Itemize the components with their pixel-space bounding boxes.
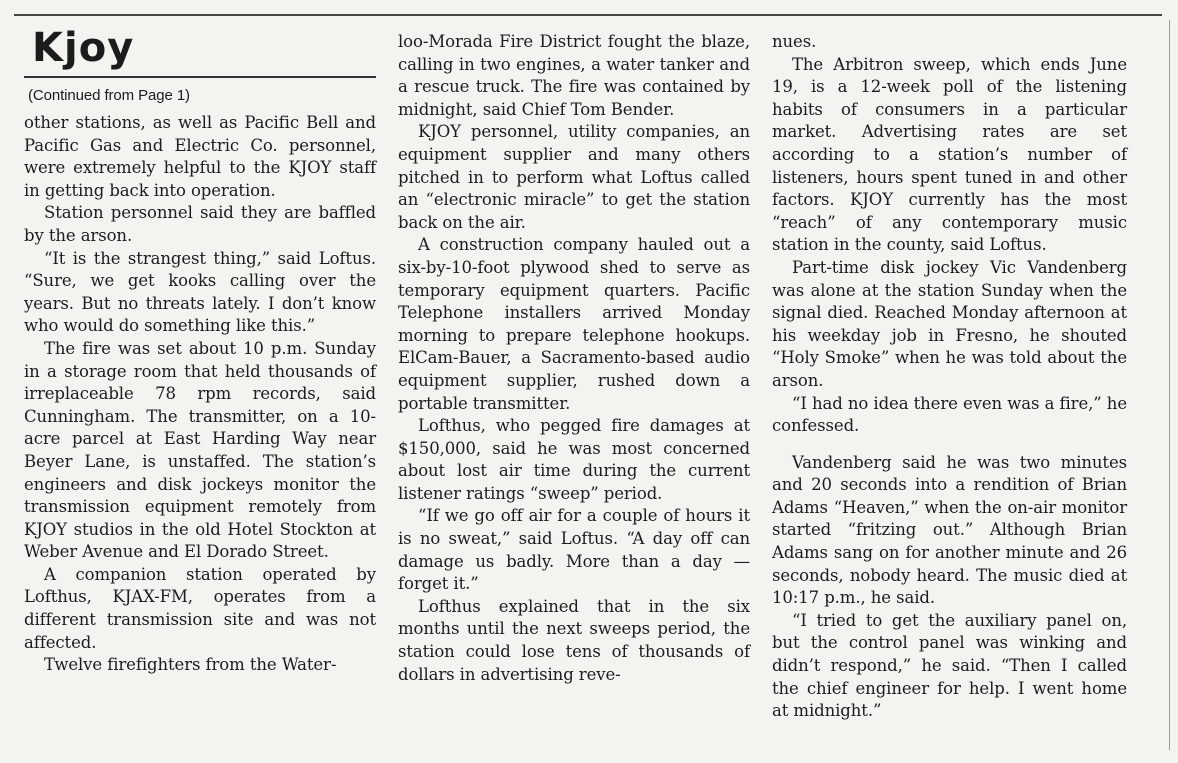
headline: Kjoy	[32, 25, 135, 71]
paragraph: The fire was set about 10 p.m. Sunday in a storage room that held thousands of irreplaceable 78 rpm records, said Cunningham. The transmitter, on a 10-acre parcel at East Harding Way near Beyer Lane, is unstaffed. The station’s engineers and disk jockeys monitor the transmission equipment remotely from KJOY studios in the old Hotel Stockton at Weber Avenue and El Dorado Street.	[24, 338, 376, 562]
page-edge-line	[1169, 20, 1170, 750]
paragraph: Vandenberg said he was two minutes and 20 seconds into a rendition of Brian Adams “Heaven,” when the on-air monitor started “fritzing out.” Although Brian Adams sang on for another minute and 26 seconds, nobody heard. The music died at 10:17 p.m., he said.	[772, 452, 1127, 608]
paragraph: A companion station operated by Lofthus, KJAX-FM, operates from a different transmission site and was not affected.	[24, 564, 376, 652]
section-gap	[772, 438, 1127, 452]
paragraph: loo-Morada Fire District fought the blaze, calling in two engines, a water tanker and a rescue truck. The fire was contained by midnight, said Chief Tom Bender.	[398, 32, 750, 119]
paragraph: “It is the strangest thing,” said Loftus. “Sure, we get kooks calling over the years. But no threats lately. I don’t know who would do something like this.”	[24, 248, 376, 336]
paragraph: Lofthus explained that in the six months until the next sweeps period, the station could lose tens of thousands of dollars in advertising reve-	[398, 596, 750, 684]
column-3	[772, 31, 1127, 723]
paragraph: “I had no idea there even was a fire,” he confessed.	[772, 393, 1127, 436]
paragraph: Lofthus, who pegged fire damages at $150,000, said he was most concerned about lost air time during the current listener ratings “sweep” period.	[398, 416, 750, 503]
paragraph: Station personnel said they are baffled by the arson.	[24, 203, 376, 245]
headline-rule	[24, 76, 376, 78]
column-2	[398, 31, 750, 686]
paragraph: “I tried to get the auxiliary panel on, but the control panel was winking and didn’t respond,” he said. “Then I called the chief engineer for help. I went home at midnight.”	[772, 610, 1127, 721]
column-1	[24, 24, 376, 677]
paragraph: KJOY personnel, utility companies, an equipment supplier and many others pitched in to perform what Loftus called an “electronic miracle” to get the station back on the air.	[398, 122, 750, 232]
paragraph: Twelve firefighters from the Water-	[44, 655, 337, 675]
paragraph: “If we go off air for a couple of hours it is no sweat,” said Loftus. “A day off can damage us badly. More than a day — forget it.”	[398, 506, 750, 594]
top-border-rule	[14, 14, 1162, 16]
paragraph: nues.	[772, 32, 817, 51]
paragraph: The Arbitron sweep, which ends June 19, is a 12-week poll of the listening habits of consumers in a particular market. Advertising rates are set according to a station’s number of listeners, hours spent tuned in and other factors. KJOY currently has the most “reach” of any contemporary music station in the county, said Loftus.	[772, 54, 1127, 255]
paragraph: Part-time disk jockey Vic Vandenberg was alone at the station Sunday when the signal died. Reached Monday afternoon at his weekday job in Fresno, he shouted “Holy Smoke” when he was told about the arson.	[772, 257, 1127, 390]
continued-line: (Continued from Page 1)	[28, 87, 190, 104]
paragraph: A construction company hauled out a six-by-10-foot plywood shed to serve as temporary equipment quarters. Pacific Telephone installers arrived Monday morning to prepare telephone hookups. ElCam-Bauer, a Sacramento-based audio equipment supplier, rushed down a portable transmitter.	[398, 235, 750, 413]
paragraph: other stations, as well as Pacific Bell and Pacific Gas and Electric Co. personnel, were extremely helpful to the KJOY staff in getting back into operation.	[24, 113, 376, 200]
